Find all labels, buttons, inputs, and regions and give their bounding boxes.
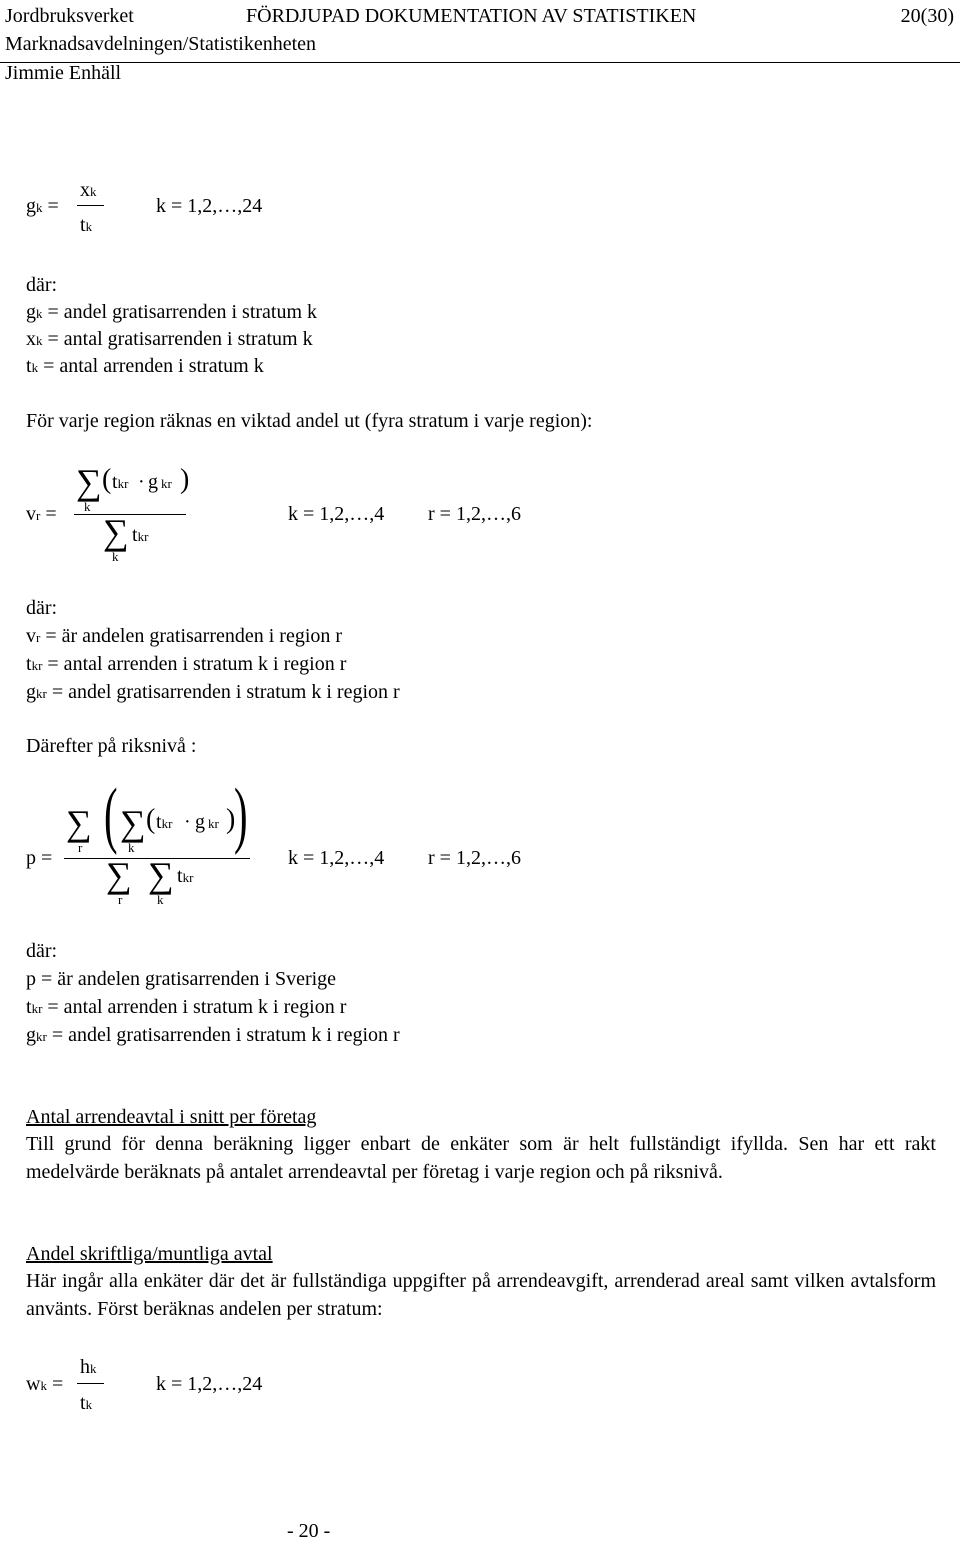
defs1-item: xk = antal gratisarrenden i stratum k	[26, 328, 313, 350]
left-paren: (	[146, 804, 156, 835]
header-doc-title: FÖRDJUPAD DOKUMENTATION AV STATISTIKEN	[246, 5, 697, 27]
eq3-dot: ·	[184, 811, 191, 833]
eq2-kr: kr	[117, 476, 129, 491]
right-paren: )	[226, 804, 236, 835]
header-rule	[0, 62, 960, 63]
eq2-kr: kr	[161, 476, 172, 491]
header-org: Jordbruksverket	[5, 5, 134, 27]
defs2-item: vr = är andelen gratisarrenden i region r	[26, 625, 343, 647]
sum-index: k	[128, 840, 135, 855]
eq3-t: t	[156, 811, 162, 833]
eq1-eq: =	[47, 195, 59, 217]
left-paren: (	[102, 464, 112, 495]
eq4-eq: =	[51, 1373, 64, 1395]
footer-page-label: - 20 -	[287, 1520, 331, 1542]
eq1-num-var: x	[80, 179, 90, 201]
eq2-g: g	[148, 471, 158, 493]
eq3-kr: kr	[182, 870, 194, 885]
section-body: Till grund för denna beräkning ligger enbart de enkäter som är helt fullständigt ifyllda. Sen har ett rakt medelvärde beräknats på antalet arrendeavtal per företag i varje region och på riksnivå.	[26, 1133, 936, 1183]
sum-index: k	[112, 549, 119, 564]
defs3-item: gkr = andel gratisarrenden i stratum k i region r	[26, 1024, 400, 1046]
sum-symbol: ∑	[66, 803, 92, 843]
eq3-t: t	[177, 865, 183, 887]
eq2-dot: ·	[138, 471, 145, 493]
eq4-den-sub: k	[85, 1397, 93, 1412]
header-department: Marknadsavdelningen/Statistikenheten	[5, 33, 317, 55]
eq4-den-var: t	[80, 1392, 86, 1414]
section-body: Här ingår alla enkäter där det är fullständiga uppgifter på arrendeavgift, arrenderad areal samt vilken avtalsform använts. Först beräknas andelen per stratum:	[26, 1270, 936, 1320]
eq1-den-sub: k	[85, 219, 93, 234]
eq2-fraction-line	[74, 514, 186, 515]
eq1-lhs-var: g	[26, 195, 36, 217]
eq4-range: k = 1,2,…,24	[156, 1373, 263, 1395]
intro-region: För varje region räknas en viktad andel ut (fyra stratum i varje region):	[26, 410, 593, 432]
big-left-paren: (	[104, 774, 118, 856]
defs1-item: gk = andel gratisarrenden i stratum k	[26, 301, 318, 323]
big-right-paren: )	[234, 774, 248, 856]
defs2-item: tkr = antal arrenden i stratum k i region r	[26, 653, 347, 675]
eq3-kr: kr	[208, 816, 219, 831]
sum-symbol: ∑	[120, 803, 146, 843]
defs3-item: tkr = antal arrenden i stratum k i region r	[26, 996, 347, 1018]
eq4-num-sub: k	[90, 1361, 97, 1376]
eq2-lhs-sub: r	[36, 508, 41, 523]
sum-index: k	[157, 892, 164, 907]
sum-index: r	[78, 840, 83, 855]
defs1-dar: där:	[26, 274, 58, 296]
eq3-kr: kr	[161, 816, 173, 831]
eq2-t: t	[112, 471, 118, 493]
eq3-range-r: r = 1,2,…,6	[428, 847, 521, 869]
eq3-g: g	[195, 811, 205, 833]
eq3-range-k: k = 1,2,…,4	[288, 847, 385, 869]
right-paren: )	[180, 464, 190, 495]
defs2-dar: där:	[26, 597, 58, 619]
eq2-range-r: r = 1,2,…,6	[428, 503, 521, 525]
sum-symbol: ∑	[106, 855, 132, 895]
eq2-range-k: k = 1,2,…,4	[288, 503, 385, 525]
header-author: Jimmie Enhäll	[5, 62, 122, 84]
eq2-eq: =	[45, 503, 57, 525]
eq1-den-var: t	[80, 214, 86, 236]
defs3-dar: där:	[26, 940, 58, 962]
eq1-range: k = 1,2,…,24	[156, 195, 263, 217]
eq3-lhs: p =	[26, 847, 53, 869]
sum-index: k	[84, 499, 91, 514]
eq4-num-var: h	[80, 1356, 90, 1378]
section-heading: Andel skriftliga/muntliga avtal	[26, 1243, 273, 1265]
section-heading: Antal arrendeavtal i snitt per företag	[26, 1106, 317, 1128]
eq1-fraction-line	[77, 205, 104, 206]
sum-symbol: ∑	[103, 512, 129, 552]
defs2-item: gkr = andel gratisarrenden i stratum k i region r	[26, 681, 400, 703]
sum-index: r	[118, 892, 123, 907]
eq1-lhs-sub: k	[36, 200, 43, 215]
eq4-lhs-var: w	[26, 1373, 41, 1395]
eq2-t: t	[132, 524, 138, 546]
defs3-item: p = är andelen gratisarrenden i Sverige	[26, 968, 337, 990]
eq2-lhs-var: v	[26, 503, 36, 525]
sum-symbol: ∑	[76, 462, 102, 502]
eq2-kr: kr	[137, 529, 149, 544]
eq4-fraction-line	[77, 1383, 104, 1384]
defs1-item: tk = antal arrenden i stratum k	[26, 355, 264, 377]
eq1-num-sub: k	[90, 184, 97, 199]
eq4-lhs-sub: k	[40, 1378, 47, 1393]
national-intro: Därefter på riksnivå :	[26, 735, 197, 757]
header-page-count: 20(30)	[900, 5, 954, 27]
sum-symbol: ∑	[148, 855, 174, 895]
